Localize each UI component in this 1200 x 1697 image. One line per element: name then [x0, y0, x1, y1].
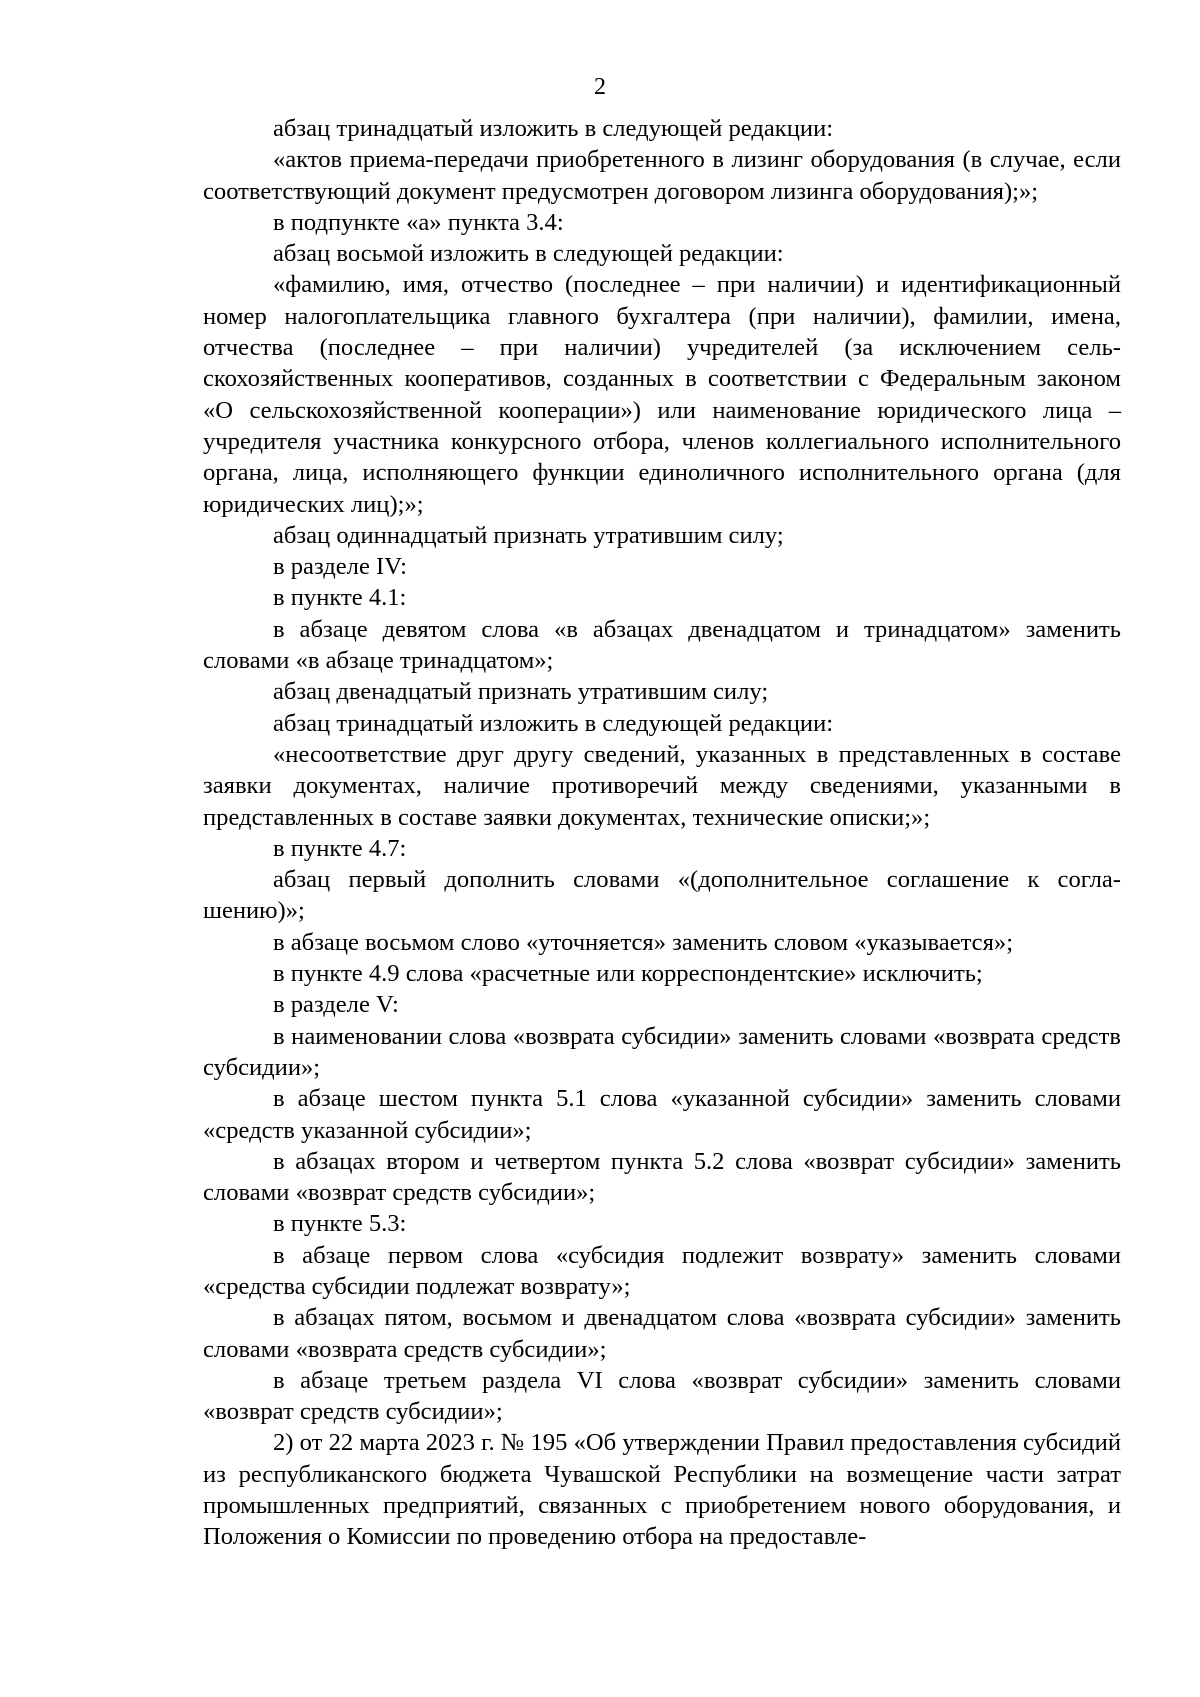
paragraph: в абзаце третьем раздела VI слова «возврат субсидии» заменить словами «возврат средств субсидии»; [203, 1366, 1121, 1426]
paragraph: в наименовании слова «возврата субсидии» заменить словами «возврата средств субсидии»; [203, 1022, 1121, 1081]
paragraph: абзац тринадцатый изложить в следующей редакции: [273, 709, 834, 737]
paragraph: в абзаце восьмом слово «уточняется» заменить словом «указывается»; [273, 928, 1014, 956]
paragraph: в абзаце девятом слова «в абзацах двенадцатом и тринадцатом» заменить словами «в абзаце тринадцатом»; [203, 615, 1121, 675]
paragraph: абзац одиннадцатый признать утратившим силу; [273, 521, 784, 549]
paragraph: в пункте 4.7: [273, 834, 407, 862]
paragraph: в абзацах втором и четвертом пункта 5.2 слова «возврат субсидии» заменить словами «возврат средств субсидии»; [203, 1147, 1121, 1207]
paragraph: абзац двенадцатый признать утратившим силу; [273, 678, 769, 706]
paragraph: «фамилию, имя, отчество (последнее – при наличии) и идентификационный номер налогоплательщика главного бухгалтера (при наличии), фамилии, имена, отчества (последнее – при наличии) учредителей (за исключением сельскохозяйственных кооперативов, созданных в соответствии с Федеральным законом «О сельскохозяйственной кооперации») или наименование юридического лица – учредителя участника конкурсного отбора, членов коллегиального исполнительного органа, лица, исполняющего функции единоличного исполнительного органа (для юридических лиц);»; [203, 271, 1121, 518]
paragraph: 2) от 22 марта 2023 г. № 195 «Об утверждении Правил предоставления субсидий из республиканского бюджета Чувашской Республики на возмещение части затрат промышленных предприятий, связанных с приобретением нового оборудования, и Положения о Комиссии по проведению отбора на предоставле- [203, 1429, 1121, 1551]
paragraph: в абзацах пятом, восьмом и двенадцатом слова «возврата субсидии» заменить словами «возврата средств субсидии»; [203, 1304, 1121, 1363]
paragraph: абзац восьмой изложить в следующей редакции: [273, 240, 784, 268]
page-number: 2 [594, 74, 606, 100]
paragraph: в пункте 4.9 слова «расчетные или корреспондентские» исключить; [273, 960, 983, 988]
document-body [203, 113, 1121, 1553]
paragraph: в пункте 4.1: [273, 584, 407, 612]
paragraph: абзац первый дополнить словами «(дополнительное соглашение к соглашению)»; [203, 866, 1121, 925]
paragraph: в подпункте «а» пункта 3.4: [273, 208, 564, 236]
paragraph: в абзаце первом слова «субсидия подлежит возврату» заменить словами «средства субсидии подлежат возврату»; [203, 1241, 1121, 1300]
paragraph: абзац тринадцатый изложить в следующей редакции: [273, 115, 834, 142]
paragraph: «актов приема-передачи приобретенного в лизинг оборудования (в случае, если соответствующий документ предусмотрен договором лизинга оборудования);»; [203, 146, 1121, 205]
paragraph: «несоответствие друг другу сведений, указанных в представленных в составе заявки документах, наличие противоречий между сведениями, указанными в представленных в составе заявки документах, технические описки;»; [203, 740, 1121, 831]
paragraph: в разделе V: [273, 991, 399, 1019]
paragraph: в абзаце шестом пункта 5.1 слова «указанной субсидии» заменить словами «средств указанной субсидии»; [203, 1085, 1121, 1144]
paragraph: в пункте 5.3: [273, 1210, 407, 1238]
paragraph: в разделе IV: [273, 553, 407, 581]
